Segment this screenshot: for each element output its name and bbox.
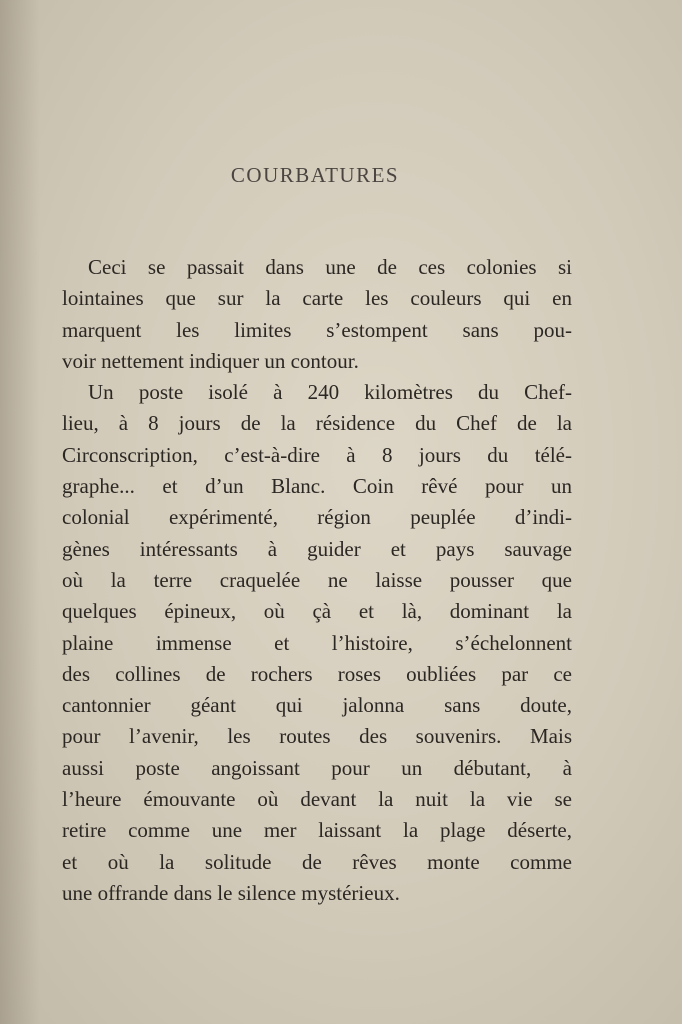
text-line: et où la solitude de rêves monte comme [62,849,572,874]
body-text [62,252,572,909]
text-line: pour l’avenir, les routes des souvenirs. Mais [62,724,572,749]
text-line: colonial expérimenté, région peuplée d’indi- [62,505,572,530]
chapter-title: COURBATURES [230,163,400,187]
text-line: gènes intéressants à guider et pays sauvage [62,536,572,561]
text-line: voir nettement indiquer un contour. [62,348,359,373]
text-line: où la terre craquelée ne laisse pousser que [62,567,572,592]
text-line: aussi poste angoissant pour un débutant, à [62,755,572,780]
text-line: plaine immense et l’histoire, s’échelonnent [62,630,572,655]
text-line: Circonscription, c’est-à-dire à 8 jours du télé- [62,442,572,467]
text-line: Ceci se passait dans une de ces colonies si [88,255,572,279]
text-line: l’heure émouvante où devant la nuit la vie se [62,787,572,812]
text-line: lieu, à 8 jours de la résidence du Chef de la [62,411,572,436]
text-line: graphe... et d’un Blanc. Coin rêvé pour un [62,474,572,499]
text-line: lointaines que sur la carte les couleurs qui en [62,286,572,311]
text-line: une offrande dans le silence mystérieux. [62,880,400,905]
text-line: marquent les limites s’estompent sans pou- [62,317,572,342]
text-line: quelques épineux, où çà et là, dominant la [62,599,572,624]
page-gutter-shadow [0,0,40,1024]
text-line: des collines de rochers roses oubliées par ce [62,661,572,686]
text-line: Un poste isolé à 240 kilomètres du Chef- [88,380,572,405]
text-line: retire comme une mer laissant la plage déserte, [62,818,572,843]
text-line: cantonnier géant qui jalonna sans doute, [62,693,572,718]
